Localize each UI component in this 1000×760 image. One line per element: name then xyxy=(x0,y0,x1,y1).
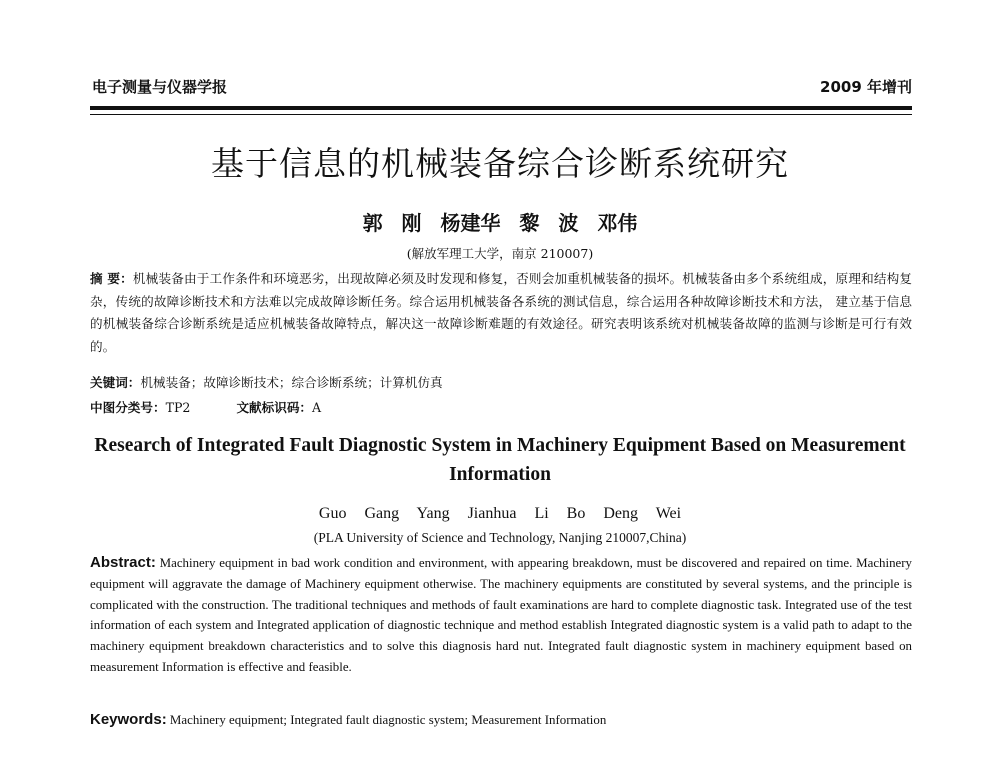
chinese-keywords-label: 关键词： xyxy=(90,375,141,390)
chinese-authors: 郭 刚 杨建华 黎 波 邓伟 xyxy=(362,211,638,235)
header-rule-thin xyxy=(90,114,912,115)
class-number-label: 中图分类号： xyxy=(90,400,166,415)
chinese-keywords-text: 机械装备；故障诊断技术；综合诊断系统；计算机仿真 xyxy=(140,375,443,390)
chinese-abstract-text: 机械装备由于工作条件和环境恶劣，出现故障必须及时发现和修复，否则会加重机械装备的损坏。机械装备由多个系统组成，原理和结构复杂，传统的故障诊断技术和方法难以完成故障诊断任务。综合运用机械装备各系统的测试信息，综合运用各种故障诊断技术和方法， 建立基于信息的机械装备综合诊断系统是适应机械装备故障特点，解决这一故障诊断难题的有效途径。研究表明该系统对机械装备故障的监测与诊断是可行有效的。 xyxy=(90,271,913,354)
english-abstract xyxy=(90,553,912,678)
chinese-affiliation: (解放军理工大学，南京 210007) xyxy=(406,246,594,261)
english-keywords-text: Machinery equipment; Integrated fault diagnostic system; Measurement Information xyxy=(169,713,607,727)
journal-name: 电子测量与仪器学报 xyxy=(92,78,228,96)
chinese-title: 基于信息的机械装备综合诊断系统研究 xyxy=(211,144,789,183)
english-abstract-text: Machinery equipment in bad work condition and environment, with appearing breakdown, must be discovered and repaired on time. Machinery equipment will aggravate the damage of Machinery equipment otherwise. The machinery equipments are constituted by several systems, and the principle is complicated with the construction. The traditional techniques and methods of fault examinations are hard to complete diagnostic task. Integrated use of the test information of each system and Integrated application of diagnostic technique and method establish Integrated diagnostic system is a valid path to adapt to the machinery equipment breakdown characteristics and to solve this diagnosis hard nut. Integrated fault diagnostic system in machinery equipment based on measurement Information is effective and feasible. xyxy=(90,556,912,674)
english-abstract-label: Abstract: xyxy=(90,554,156,571)
doc-code-label: 文献标识码： xyxy=(236,400,313,415)
chinese-abstract-label: 摘 要： xyxy=(90,271,133,286)
class-number-value: TP2 xyxy=(165,400,191,415)
header-rule-thick xyxy=(90,106,912,110)
english-authors: Guo Gang Yang Jianhua Li Bo Deng Wei xyxy=(318,505,682,522)
chinese-abstract xyxy=(90,268,912,358)
chinese-keywords xyxy=(90,372,912,391)
running-header xyxy=(92,76,912,98)
issue-label: 2009 年增刊 xyxy=(820,78,912,96)
english-affiliation: (PLA University of Science and Technology, Nanjing 210007,China) xyxy=(313,530,687,545)
english-title: Research of Integrated Fault Diagnostic System in Machinery Equipment Based on Measurement Information xyxy=(94,435,906,485)
classification-line xyxy=(90,397,912,416)
english-keywords-label: Keywords: xyxy=(90,711,167,728)
english-keywords xyxy=(90,711,912,728)
doc-code-value: A xyxy=(312,400,322,415)
